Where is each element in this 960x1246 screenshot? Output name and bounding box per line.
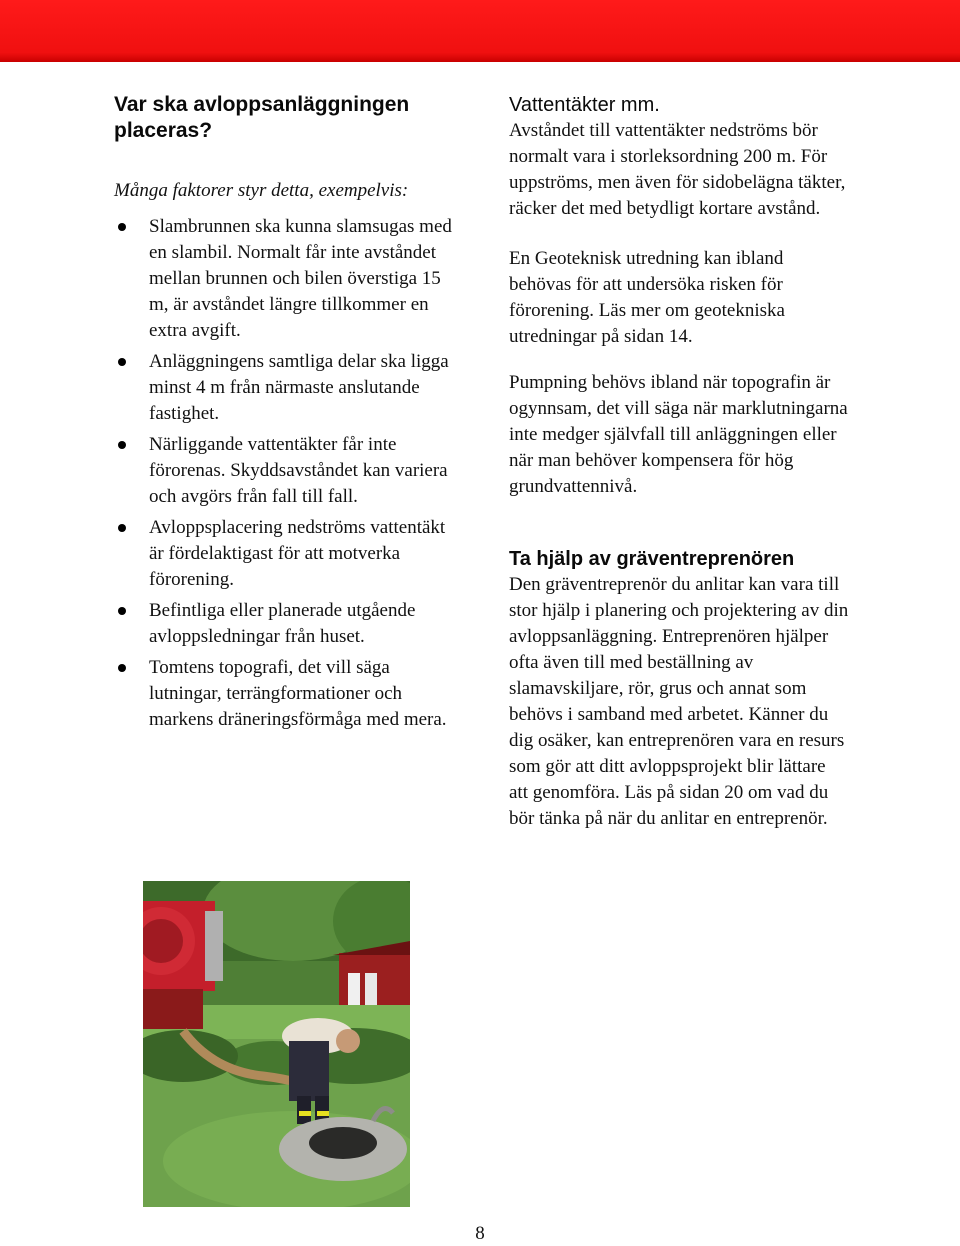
paragraph-pumping: Pumpning behövs ibland när topografin är ogynnsam, det vill säga när marklutningarna inte medger självfall till anläggningen eller när man behöver kompensera för hög grundvattennivå. (509, 372, 848, 497)
paragraph-geotechnical: En Geoteknisk utredning kan ibland behövas för att undersöka risken för förorening. Läs mer om geotekniska utredningar på sidan 14. (509, 248, 785, 347)
photo-septic-pumping (143, 881, 410, 1207)
section-heading-contractor: Ta hjälp av gräventreprenören (509, 548, 795, 570)
list-item: Befintliga eller planerade utgående avloppsledningar från huset. (114, 598, 464, 650)
page-number: 8 (475, 1223, 485, 1244)
list-item: Tomtens topografi, det vill säga lutningar, terrängformationer och markens dräneringsförmåga med mera. (114, 655, 464, 733)
list-item: Närliggande vattentäkter får inte förorenas. Skyddsavståndet kan variera och avgörs från fall till fall. (114, 432, 464, 510)
list-item: Avloppsplacering nedströms vattentäkt är fördelaktigast för att motverka förorening. (114, 515, 464, 593)
section-heading-water-sources: Vattentäkter mm. (509, 94, 660, 116)
intro-text: Många faktorer styr detta, exempelvis: (114, 180, 409, 201)
factor-list (114, 214, 464, 733)
section-heading-placement: Var ska avloppsanläggningen placeras? (114, 93, 410, 142)
paragraph-water-distance: Avståndet till vattentäkter nedströms bör normalt vara i storleksordning 200 m. För uppströms, men även för sidobelägna täkter, räcker det med betydligt kortare avstånd. (509, 120, 846, 219)
left-column (114, 92, 464, 738)
list-item: Anläggningens samtliga delar ska ligga minst 4 m från närmaste anslutande fastighet. (114, 349, 464, 427)
right-column (509, 92, 849, 832)
paragraph-contractor: Den gräventreprenör du anlitar kan vara till stor hjälp i planering och projektering av din avloppsanläggning. Entreprenören hjälper ofta även till med beställning av slamavskiljare, rör, grus och annat som behövs i samband med arbetet. Känner du dig osäker, kan entreprenören vara en resurs som gör att ditt avloppsprojekt blir lättare att genomföra. Läs på sidan 20 om vad du bör tänka på när du anlitar en entreprenör. (509, 574, 849, 829)
top-color-bar (0, 0, 960, 62)
list-item: Slambrunnen ska kunna slamsugas med en slambil. Normalt får inte avståndet mellan brunnen och bilen överstiga 15 m, är avståndet längre tillkommer en extra avgift. (114, 214, 464, 344)
